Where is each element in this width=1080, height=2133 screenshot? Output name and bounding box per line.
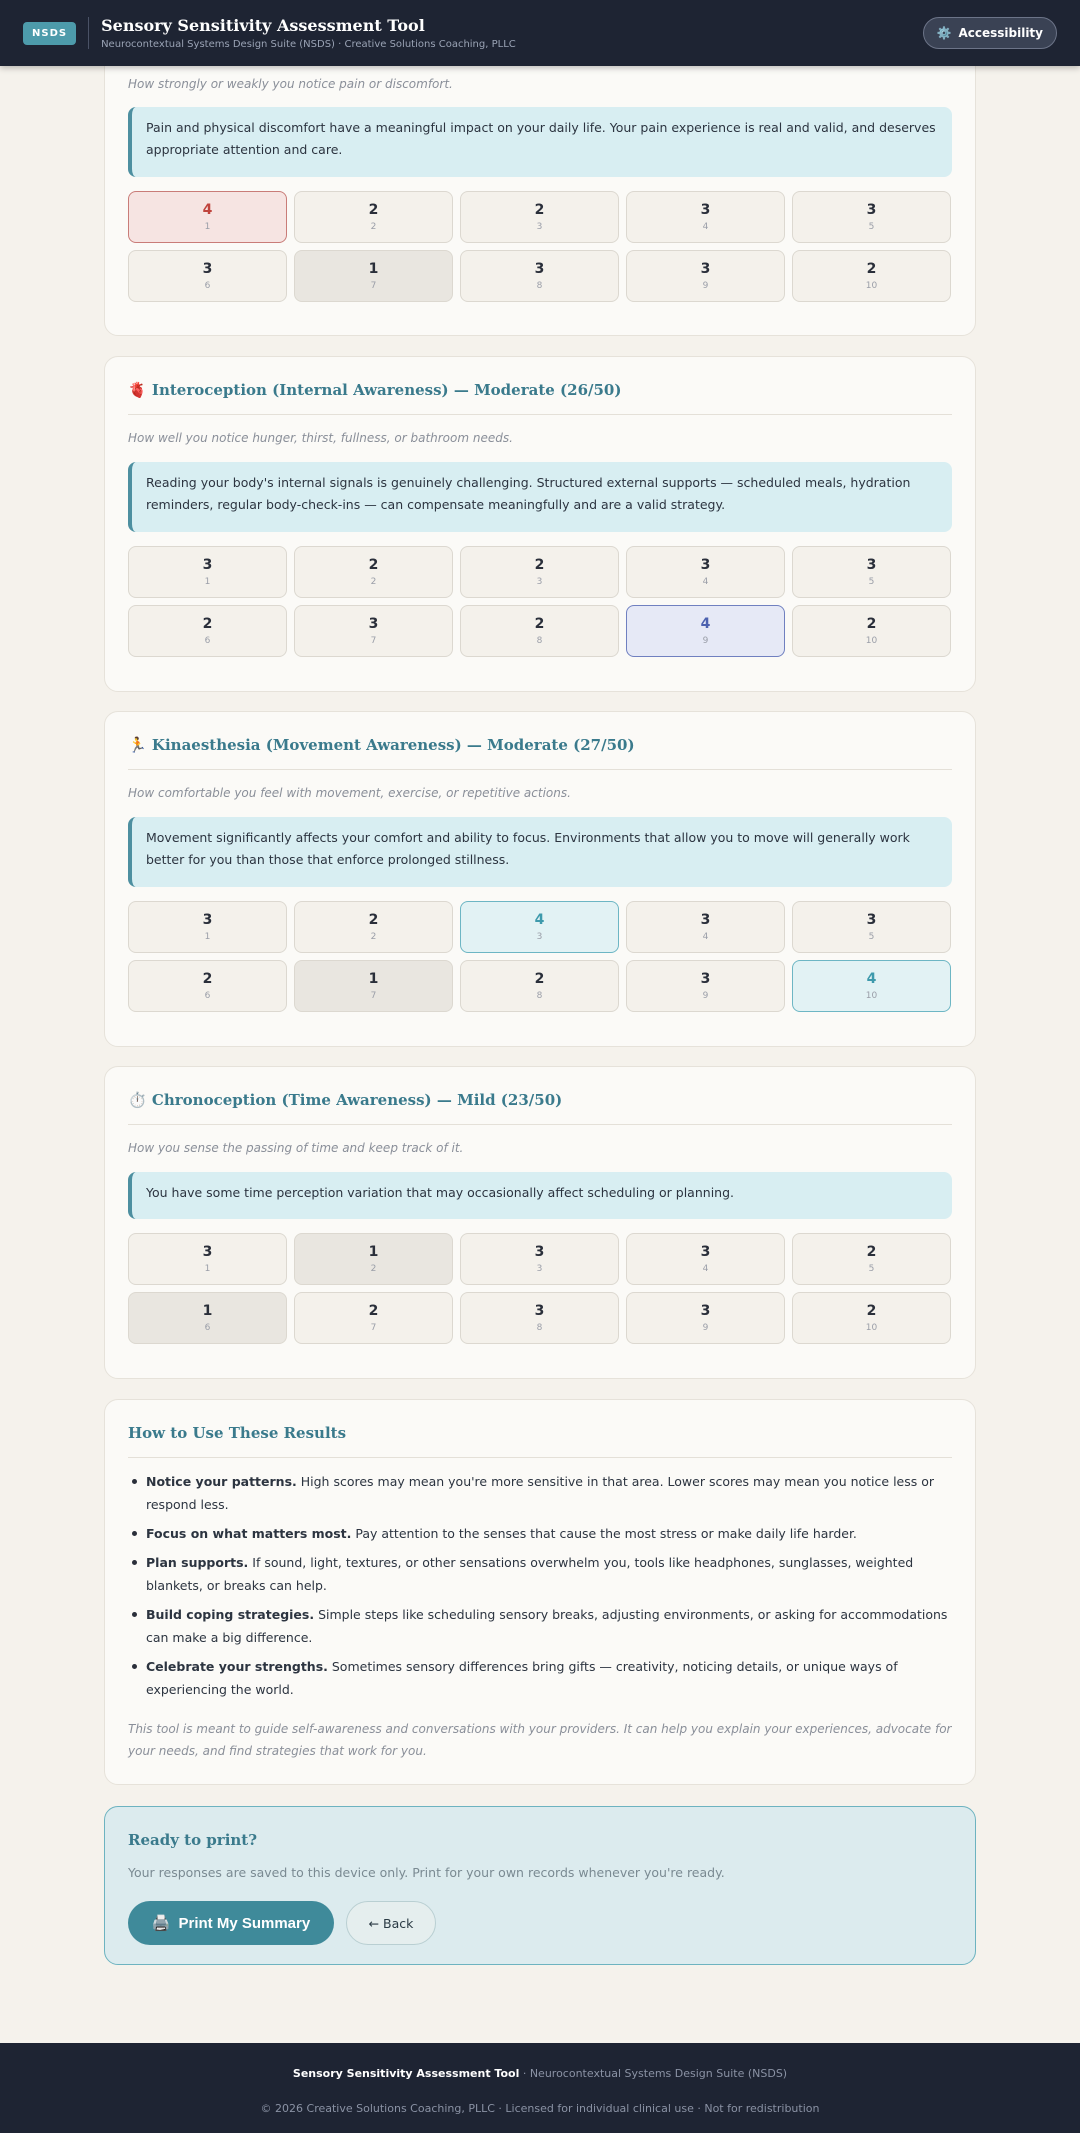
- list-item-text: Simple steps like scheduling sensory breaks, adjusting environments, or asking for accommodations can make a big difference.: [146, 1607, 948, 1645]
- score-value: 1: [368, 261, 379, 277]
- score-value: 3: [700, 202, 711, 218]
- heart-icon: 🫀: [128, 381, 147, 399]
- question-number: 9: [702, 281, 709, 291]
- printer-icon: 🖨️: [151, 1915, 171, 1932]
- score-value: 3: [368, 616, 379, 632]
- score-value: 2: [866, 616, 877, 632]
- question-number: 9: [702, 1323, 709, 1333]
- score-value: 3: [866, 912, 877, 928]
- score-value: 2: [534, 202, 545, 218]
- print-card: [104, 1806, 976, 1965]
- footer-suite: · Neurocontextual Systems Design Suite (NSDS): [519, 2067, 788, 2080]
- score-value: 4: [202, 202, 213, 218]
- footer-line-1: [0, 2067, 1080, 2080]
- score-grid: [128, 191, 954, 302]
- list-item-heading: Build coping strategies.: [146, 1607, 315, 1622]
- score-cell: [294, 191, 453, 243]
- question-number: 6: [204, 1323, 211, 1333]
- section-insight: Movement significantly affects your comfort and ability to focus. Environments that allow you to move will generally work better for you than those that enforce prolonged stillness.: [128, 817, 952, 887]
- question-number: 8: [536, 1323, 543, 1333]
- question-number: 3: [536, 577, 543, 587]
- section-description: How well you notice hunger, thirst, fullness, or bathroom needs.: [128, 431, 513, 445]
- question-number: 4: [702, 222, 709, 232]
- section-title: [128, 736, 952, 770]
- question-number: 1: [204, 222, 211, 232]
- header-titles: [101, 16, 516, 50]
- score-cell: [128, 605, 287, 657]
- score-cell: [626, 250, 785, 302]
- question-number: 2: [370, 932, 377, 942]
- score-cell: [128, 191, 287, 243]
- print-summary-label: Print My Summary: [178, 1914, 311, 1932]
- score-value: 1: [202, 1303, 213, 1319]
- app-title: Sensory Sensitivity Assessment Tool: [101, 16, 425, 35]
- score-value: 3: [700, 1303, 711, 1319]
- score-cell: [128, 901, 287, 953]
- print-description: Your responses are saved to this device only. Print for your own records whenever you're ready.: [128, 1865, 725, 1880]
- section-card-kinaesthesia: [104, 711, 976, 1047]
- score-cell: [792, 1292, 951, 1344]
- section-insight: Pain and physical discomfort have a meaningful impact on your daily life. Your pain experience is real and valid, and deserves appropriate attention and care.: [128, 107, 952, 177]
- score-value: 3: [534, 1244, 545, 1260]
- score-value: 3: [202, 1244, 213, 1260]
- question-number: 5: [868, 1264, 875, 1274]
- accessibility-label: Accessibility: [958, 26, 1043, 40]
- question-number: 4: [702, 577, 709, 587]
- question-number: 6: [204, 991, 211, 1001]
- score-grid: [128, 901, 954, 1012]
- score-cell: [128, 250, 287, 302]
- footer-brand: Sensory Sensitivity Assessment Tool: [292, 2067, 520, 2080]
- question-number: 2: [370, 222, 377, 232]
- score-value: 3: [534, 261, 545, 277]
- score-value: 2: [866, 1244, 877, 1260]
- score-cell: [294, 605, 453, 657]
- score-cell: [128, 960, 287, 1012]
- list-item: [128, 1603, 952, 1649]
- footer-copyright: © 2026 Creative Solutions Coaching, PLLC · Licensed for individual clinical use · Not for redistribution: [260, 2102, 820, 2115]
- score-cell: [792, 901, 951, 953]
- score-value: 3: [700, 261, 711, 277]
- section-description: How comfortable you feel with movement, exercise, or repetitive actions.: [128, 786, 571, 800]
- list-item: [128, 1655, 952, 1701]
- question-number: 1: [204, 577, 211, 587]
- score-cell: [460, 960, 619, 1012]
- score-value: 2: [202, 616, 213, 632]
- question-number: 4: [702, 1264, 709, 1274]
- how-to-use-list: [128, 1470, 952, 1707]
- score-cell: [128, 1292, 287, 1344]
- section-title-text: Interoception (Internal Awareness) — Moderate (26/50): [151, 381, 622, 399]
- question-number: 10: [865, 281, 878, 291]
- score-cell: [626, 901, 785, 953]
- list-item-text: Pay attention to the senses that cause the most stress or make daily life harder.: [351, 1526, 857, 1541]
- score-value: 2: [866, 261, 877, 277]
- score-cell: [460, 605, 619, 657]
- app-header: [0, 0, 1080, 66]
- how-to-use-title: How to Use These Results: [128, 1424, 952, 1458]
- question-number: 7: [370, 991, 377, 1001]
- score-grid: [128, 546, 954, 657]
- score-cell: [294, 250, 453, 302]
- list-item-text: High scores may mean you're more sensitive in that area. Lower scores may mean you notice less or respond less.: [146, 1474, 935, 1512]
- list-item-heading: Focus on what matters most.: [146, 1526, 352, 1541]
- runner-icon: 🏃: [128, 736, 147, 754]
- nsds-badge: NSDS: [23, 22, 76, 45]
- question-number: 10: [865, 1323, 878, 1333]
- score-cell: [626, 1233, 785, 1285]
- question-number: 10: [865, 636, 878, 646]
- question-number: 7: [370, 1323, 377, 1333]
- score-value: 3: [866, 557, 877, 573]
- score-cell: [792, 605, 951, 657]
- score-value: 3: [202, 912, 213, 928]
- how-to-use-note: This tool is meant to guide self-awareness and conversations with your providers. It can help you explain your experiences, advocate for your needs, and find strategies that work for you.: [128, 1722, 952, 1758]
- score-value: 2: [866, 1303, 877, 1319]
- question-number: 8: [536, 281, 543, 291]
- list-item: [128, 1470, 952, 1516]
- score-value: 2: [368, 202, 379, 218]
- score-cell: [128, 546, 287, 598]
- score-value: 3: [700, 971, 711, 987]
- question-number: 7: [370, 281, 377, 291]
- section-insight: Reading your body's internal signals is genuinely challenging. Structured external supports — scheduled meals, hydration reminders, regular body-check-ins — can compensate meaningfully and are a valid strategy.: [128, 462, 952, 532]
- back-button[interactable]: ← Back: [346, 1901, 436, 1945]
- score-cell: [460, 901, 619, 953]
- section-title: [128, 1091, 952, 1125]
- print-summary-button[interactable]: [128, 1901, 334, 1945]
- score-value: 3: [202, 557, 213, 573]
- score-value: 3: [202, 261, 213, 277]
- score-cell: [626, 960, 785, 1012]
- question-number: 2: [370, 577, 377, 587]
- score-value: 3: [866, 202, 877, 218]
- section-description: How you sense the passing of time and keep track of it.: [128, 1141, 464, 1155]
- score-cell: [460, 191, 619, 243]
- score-value: 2: [534, 971, 545, 987]
- list-item-heading: Celebrate your strengths.: [146, 1659, 328, 1674]
- score-cell: [294, 901, 453, 953]
- print-title: Ready to print?: [128, 1831, 258, 1849]
- score-cell: [792, 960, 951, 1012]
- app-footer: [0, 2043, 1080, 2133]
- score-value: 4: [866, 971, 877, 987]
- score-value: 2: [368, 912, 379, 928]
- score-cell: [460, 546, 619, 598]
- header-divider: [88, 17, 89, 49]
- score-value: 2: [202, 971, 213, 987]
- question-number: 3: [536, 932, 543, 942]
- list-item: [128, 1551, 952, 1597]
- section-title: [128, 381, 952, 415]
- section-title-text: Chronoception (Time Awareness) — Mild (23/50): [151, 1091, 563, 1109]
- list-item-heading: Notice your patterns.: [146, 1474, 297, 1489]
- question-number: 5: [868, 577, 875, 587]
- section-insight: You have some time perception variation that may occasionally affect scheduling or planning.: [128, 1172, 952, 1219]
- score-cell: [294, 1292, 453, 1344]
- section-card-chronoception: [104, 1066, 976, 1379]
- question-number: 5: [868, 932, 875, 942]
- section-card-interoception: [104, 356, 976, 692]
- score-value: 1: [368, 1244, 379, 1260]
- score-value: 4: [534, 912, 545, 928]
- score-cell: [626, 1292, 785, 1344]
- score-value: 2: [368, 1303, 379, 1319]
- score-cell: [294, 1233, 453, 1285]
- score-value: 3: [700, 557, 711, 573]
- question-number: 6: [204, 636, 211, 646]
- score-cell: [792, 546, 951, 598]
- score-value: 3: [700, 1244, 711, 1260]
- score-value: 3: [534, 1303, 545, 1319]
- score-cell: [294, 546, 453, 598]
- question-number: 1: [204, 932, 211, 942]
- score-cell: [792, 1233, 951, 1285]
- list-item-heading: Plan supports.: [146, 1555, 249, 1570]
- score-cell: [626, 546, 785, 598]
- question-number: 8: [536, 636, 543, 646]
- score-value: 1: [368, 971, 379, 987]
- score-value: 2: [368, 557, 379, 573]
- question-number: 8: [536, 991, 543, 1001]
- question-number: 9: [702, 991, 709, 1001]
- score-cell: [792, 250, 951, 302]
- question-number: 10: [865, 991, 878, 1001]
- section-card-pain: [104, 40, 976, 336]
- score-cell: [294, 960, 453, 1012]
- score-cell: [460, 250, 619, 302]
- score-grid: [128, 1233, 954, 1344]
- question-number: 7: [370, 636, 377, 646]
- score-cell: [460, 1233, 619, 1285]
- app-subtitle: Neurocontextual Systems Design Suite (NSDS) · Creative Solutions Coaching, PLLC: [101, 39, 516, 50]
- section-description: How strongly or weakly you notice pain or discomfort.: [128, 77, 453, 91]
- score-cell: [626, 605, 785, 657]
- stopwatch-icon: ⏱️: [128, 1091, 147, 1109]
- score-cell: [626, 191, 785, 243]
- question-number: 6: [204, 281, 211, 291]
- score-value: 2: [534, 557, 545, 573]
- question-number: 3: [536, 222, 543, 232]
- accessibility-button[interactable]: [923, 17, 1058, 49]
- score-cell: [128, 1233, 287, 1285]
- score-value: 3: [700, 912, 711, 928]
- list-item-text: Sometimes sensory differences bring gifts — creativity, noticing details, or unique ways of experiencing the world.: [146, 1659, 898, 1697]
- how-to-use-card: [104, 1399, 976, 1785]
- score-value: 4: [700, 616, 711, 632]
- list-item-text: If sound, light, textures, or other sensations overwhelm you, tools like headphones, sunglasses, weighted blankets, or breaks can help.: [146, 1555, 914, 1593]
- question-number: 2: [370, 1264, 377, 1274]
- score-cell: [460, 1292, 619, 1344]
- question-number: 5: [868, 222, 875, 232]
- gear-icon: ⚙️: [936, 26, 952, 40]
- score-value: 2: [534, 616, 545, 632]
- list-item: [128, 1522, 952, 1545]
- question-number: 9: [702, 636, 709, 646]
- section-title-text: Kinaesthesia (Movement Awareness) — Moderate (27/50): [151, 736, 635, 754]
- question-number: 4: [702, 932, 709, 942]
- score-cell: [792, 191, 951, 243]
- question-number: 1: [204, 1264, 211, 1274]
- question-number: 3: [536, 1264, 543, 1274]
